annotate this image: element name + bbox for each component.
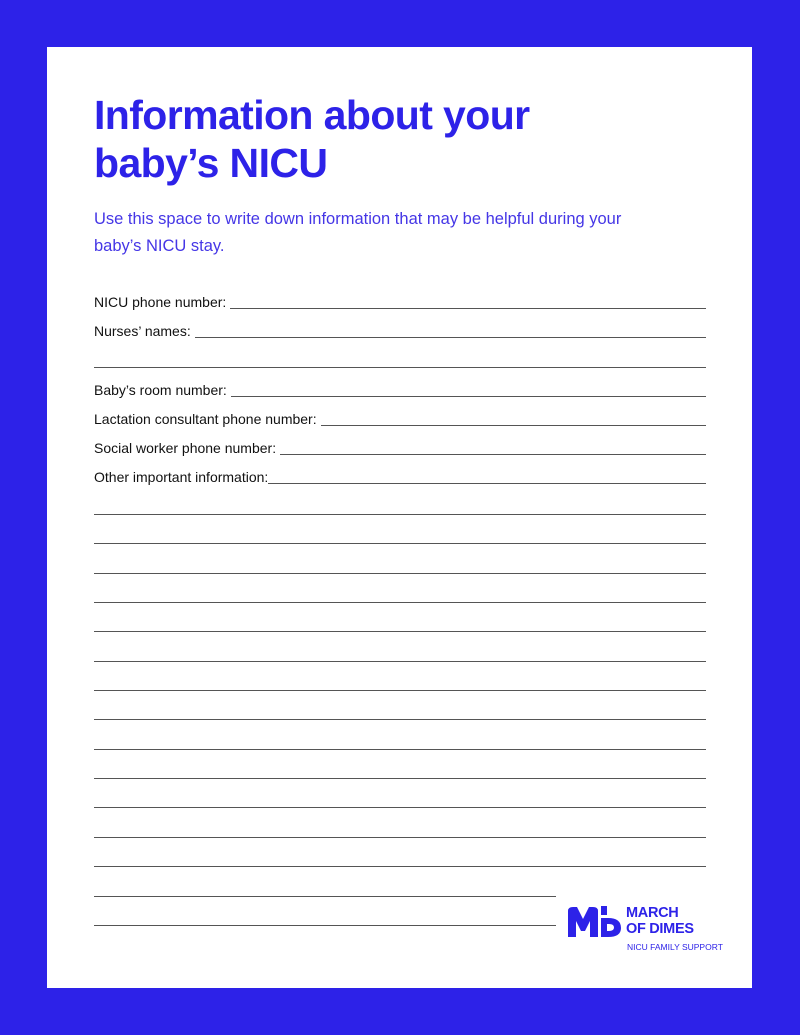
notes-line[interactable] <box>94 837 706 838</box>
notes-line[interactable] <box>94 749 706 750</box>
notes-line[interactable] <box>94 602 706 603</box>
nicu-phone-line[interactable] <box>230 308 706 309</box>
lactation-consultant-line[interactable] <box>321 425 706 426</box>
notes-line[interactable] <box>94 690 706 691</box>
social-worker-line[interactable] <box>280 454 706 455</box>
room-number-line[interactable] <box>231 396 706 397</box>
intro-text <box>94 206 694 260</box>
room-number-row <box>94 379 706 399</box>
march-of-dimes-logo <box>568 904 728 954</box>
notes-line[interactable] <box>94 807 706 808</box>
social-worker-row <box>94 437 706 457</box>
notes-line[interactable] <box>94 514 706 515</box>
intro-text-line-2: baby’s NICU stay. <box>94 237 225 255</box>
other-info-label: Other important information: <box>94 469 269 485</box>
social-worker-label: Social worker phone number: <box>94 440 277 456</box>
notes-line[interactable] <box>94 543 706 544</box>
logo-wordmark-line-2: OF DIMES <box>626 921 694 937</box>
notes-line[interactable] <box>94 925 556 926</box>
notes-line[interactable] <box>94 573 706 574</box>
lactation-consultant-row <box>94 408 706 428</box>
intro-text-line-1: Use this space to write down information that may be helpful during your <box>94 210 622 228</box>
room-number-label: Baby’s room number: <box>94 382 227 398</box>
page-title-line-1: Information about your <box>94 92 530 138</box>
other-info-row <box>94 466 706 486</box>
notes-line[interactable] <box>94 661 706 662</box>
notes-line[interactable] <box>94 719 706 720</box>
logo-wordmark <box>626 905 694 937</box>
nurses-names-row <box>94 320 706 340</box>
nurses-names-extra-line[interactable] <box>94 367 706 368</box>
nicu-phone-label: NICU phone number: <box>94 294 227 310</box>
nicu-phone-row <box>94 291 706 311</box>
notes-line[interactable] <box>94 631 706 632</box>
march-of-dimes-mark-icon <box>568 906 622 938</box>
notes-line[interactable] <box>94 866 706 867</box>
nurses-names-label: Nurses’ names: <box>94 323 191 339</box>
notes-line[interactable] <box>94 896 556 897</box>
page-title <box>94 91 694 187</box>
logo-wordmark-line-1: MARCH <box>626 905 679 921</box>
nurses-names-line[interactable] <box>195 337 706 338</box>
worksheet-page <box>47 47 752 988</box>
logo-tagline: NICU FAMILY SUPPORT <box>627 942 723 952</box>
lactation-consultant-label: Lactation consultant phone number: <box>94 411 317 427</box>
other-info-line[interactable] <box>268 483 706 484</box>
page-title-line-2: baby’s NICU <box>94 140 328 186</box>
notes-line[interactable] <box>94 778 706 779</box>
